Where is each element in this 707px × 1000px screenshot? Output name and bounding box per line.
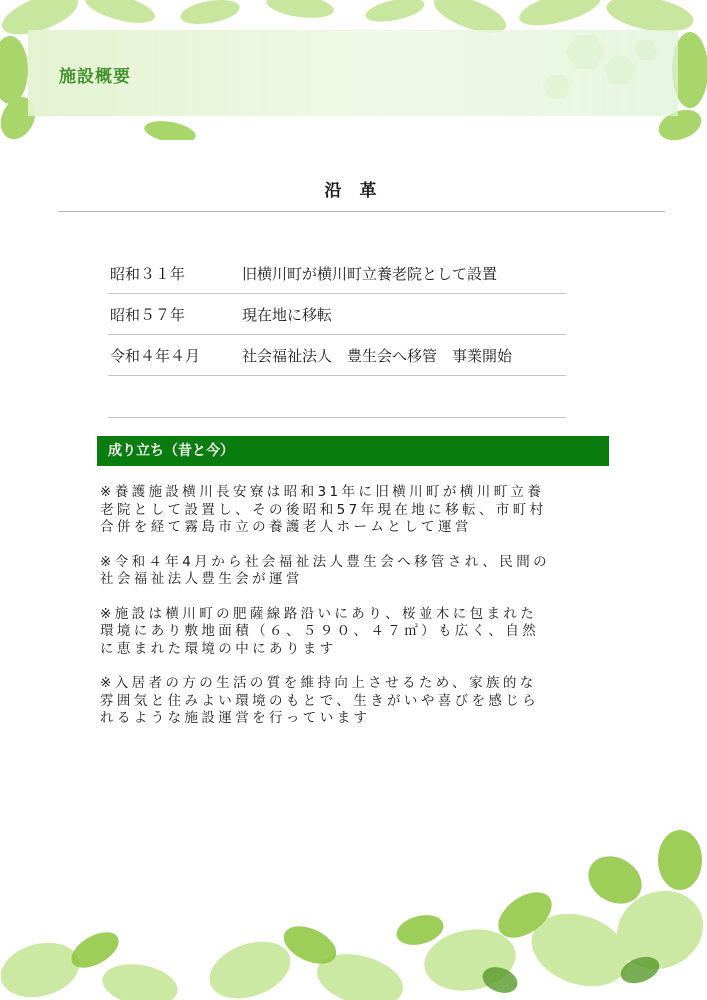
history-row — [108, 335, 566, 376]
paragraph-line: ※入居者の方の生活の質を維持向上させるため、家族的な — [100, 675, 537, 691]
title-divider — [58, 211, 665, 212]
paragraph-line: 環境にあり敷地面積（６、５９０、４７㎡）も広く、自然 — [100, 623, 540, 639]
origin-paragraph — [100, 554, 610, 589]
paragraph-line: 雰囲気と住みよい環境のもとで、生きがいや喜びを感じら — [100, 692, 540, 709]
origin-heading-bar — [97, 436, 609, 466]
history-event: 旧横川町が横川町立養老院として設置 — [242, 265, 498, 283]
history-row — [108, 253, 566, 294]
history-year: 昭和３１年 — [110, 265, 186, 283]
history-event: 社会福祉法人 豊生会へ移管 事業開始 — [242, 347, 513, 365]
history-row — [108, 294, 566, 335]
origin-paragraphs — [100, 484, 610, 745]
leaf-decoration-bottom — [0, 820, 707, 1000]
history-year: 昭和５７年 — [110, 306, 186, 324]
paragraph-line: れるような施設運営を行っています — [100, 710, 371, 726]
history-year: 令和４年４月 — [110, 347, 201, 365]
history-blank-row — [108, 376, 566, 418]
paragraph-line: 合併を経て霧島市立の養護老人ホームとして運営 — [100, 519, 472, 535]
origin-paragraph — [100, 484, 610, 537]
origin-paragraph — [100, 606, 610, 659]
history-title: 沿 革 — [324, 181, 383, 201]
paragraph-line: ※施設は横川町の肥薩線路沿いにあり、桜並木に包まれた — [100, 605, 538, 622]
paragraph-line: に恵まれた環境の中にあります — [100, 640, 337, 657]
origin-heading: 成り立ち（昔と今） — [108, 443, 234, 459]
paragraph-line: 社会福祉法人豊生会が運営 — [100, 571, 303, 587]
history-event: 現在地に移転 — [242, 306, 333, 324]
paragraph-line: ※令和４年4月から社会福祉法人豊生会へ移管され、民間の — [100, 553, 551, 570]
page-title: 施設概要 — [59, 67, 131, 87]
history-table — [108, 253, 566, 418]
paragraph-line: ※養護施設横川長安寮は昭和31年に旧横川町が横川町立養 — [100, 484, 545, 500]
origin-paragraph — [100, 675, 610, 728]
paragraph-line: 老院として設置し、その後昭和57年現在地に移転、市町村 — [100, 501, 547, 518]
